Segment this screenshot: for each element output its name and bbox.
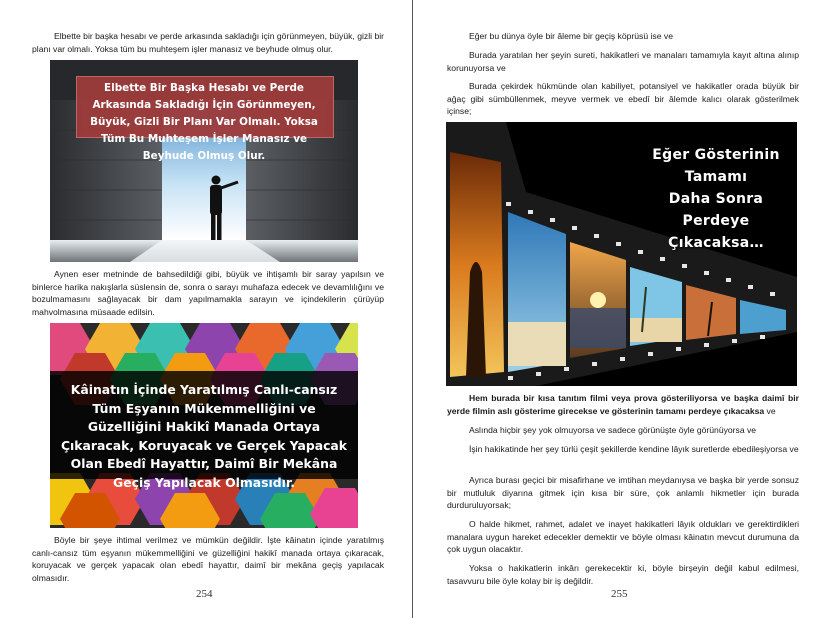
film-strip-illustration xyxy=(446,122,797,386)
film-caption xyxy=(636,144,796,254)
image1-caption: Elbette Bir Başka Hesabı ve Perde Arkasında Sakladığı İçin Görünmeyen, Büyük, Gizli Bir Planı Var Olmalı. Yoksa Tüm Bu Muhteşem İşler Manasız ve Beyhude Olmuş Olur. xyxy=(90,82,318,162)
right-paragraph-5: Aslında hiçbir şey yok olmuyorsa ve sadece görünüşte öyle görünüyorsa ve xyxy=(469,425,757,435)
right-paragraph-4 xyxy=(447,392,799,417)
doorway-illustration xyxy=(50,60,358,262)
right-paragraph-4-tail: ve xyxy=(764,405,776,416)
page-number-left: 254 xyxy=(196,588,213,600)
hexagon-banner-illustration xyxy=(50,323,358,528)
right-paragraph-8: O halde hikmet, rahmet, adalet ve inayet hakikatleri lâyık oldukları ve gerektirdikleri manalara uygun hareket edecekler demektir ve böyle olması kâinatın mevcut durumuna da çok uygun olacaktır. xyxy=(447,519,799,555)
right-paragraph-3: Burada çekirdek hükmünde olan kabiliyet, potansiyel ve hakikatler orada büyük bir ağaç gibi sümbüllenmek, meyve vermek ve ebedî bir âlemde kalıcı olarak gösterilmek içinse; xyxy=(447,81,799,117)
right-paragraph-4-bold: Hem burada bir kısa tanıtım filmi veya prova gösteriliyorsa ve başka daimî bir yerde filmin aslı gösterime girecekse ve gösterinin tamamı perdeye çıkacaksa xyxy=(447,393,799,416)
left-paragraph-1: Elbette bir başka hesabı ve perde arkasında sakladığı için görünmeyen, büyük, gizli bir planı var olmalı. Yoksa tüm bu muhteşem işler manasız ve beyhude olmuş olur. xyxy=(32,31,384,54)
right-paragraph-7: Ayrıca burası geçici bir misafirhane ve imtihan meydanıysa ve başka bir yerde sonsuz bir mutluluk diyarına gitmek için kısa bir süre, çok anlamlı hikmetler için burada durduruluyorsak; xyxy=(447,475,799,511)
right-paragraph-1: Eğer bu dünya öyle bir âleme bir geçiş köprüsü ise ve xyxy=(469,31,673,41)
right-paragraph-2: Burada yaratılan her şeyin sureti, hakikatleri ve manaları tamamıyla kayıt altına alınıp korunuyorsa ve xyxy=(447,50,799,73)
film-caption-line-2: Tamamı xyxy=(684,169,748,185)
film-caption-line-4: Perdeye xyxy=(682,213,750,229)
right-page xyxy=(415,0,820,618)
film-caption-line-1: Eğer Gösterinin xyxy=(652,147,780,163)
right-paragraph-6: İşin hakikatinde her şey türlü çeşit şekillerde kendine lâyık suretlerde ebedileşiyorsa ve xyxy=(469,444,799,454)
film-caption-line-5: Çıkacaksa… xyxy=(668,235,764,251)
right-paragraph-9: Yoksa o hakikatlerin inkârı gerekecektir ki, böyle birşeyin değil kabul edilmesi, tasavvuru bile öyle kolay bir iş değildir. xyxy=(447,563,799,586)
page-divider xyxy=(412,0,413,618)
film-caption-line-3: Daha Sonra xyxy=(668,191,764,207)
image2-caption: Kâinatın İçinde Yaratılmış Canlı-cansız Tüm Eşyanın Mükemmelliğini ve Güzelliğini Hakikî Manada Ortaya Çıkaracak, Koruyacak ve Gerçek Yapacak Olan Ebedî Hayattır, Daimî Bir Mekâna Geçiş Yapılacak Olmasıdır. xyxy=(60,382,348,490)
page-number-right: 255 xyxy=(611,588,628,600)
left-paragraph-3: Böyle bir şeye ihtimal verilmez ve mümkün değildir. İşte kâinatın içinde yaratılmış canlı-cansız tüm eşyanın mükemmelliğini ve güzelliğini hakikî manada ortaya çıkaracak, koruyacak ve gerçek yapacak olan ebedî hayattır, daimî bir mekâna geçiş yapılacak olmasıdır. xyxy=(32,535,384,583)
left-paragraph-2: Aynen eser metninde de bahsedildiği gibi, büyük ve ihtişamlı bir saray yapılsın ve binlerce harika nakışlarla süslensin de, sonra o sarayı muhafaza edecek ve devamlılığını ve bozulmamasını sağlayacak bir dam yapılmamakla sarayın ve içindekilerin çürüyüp mahvolmasına müsaade edilsin. xyxy=(32,269,384,317)
